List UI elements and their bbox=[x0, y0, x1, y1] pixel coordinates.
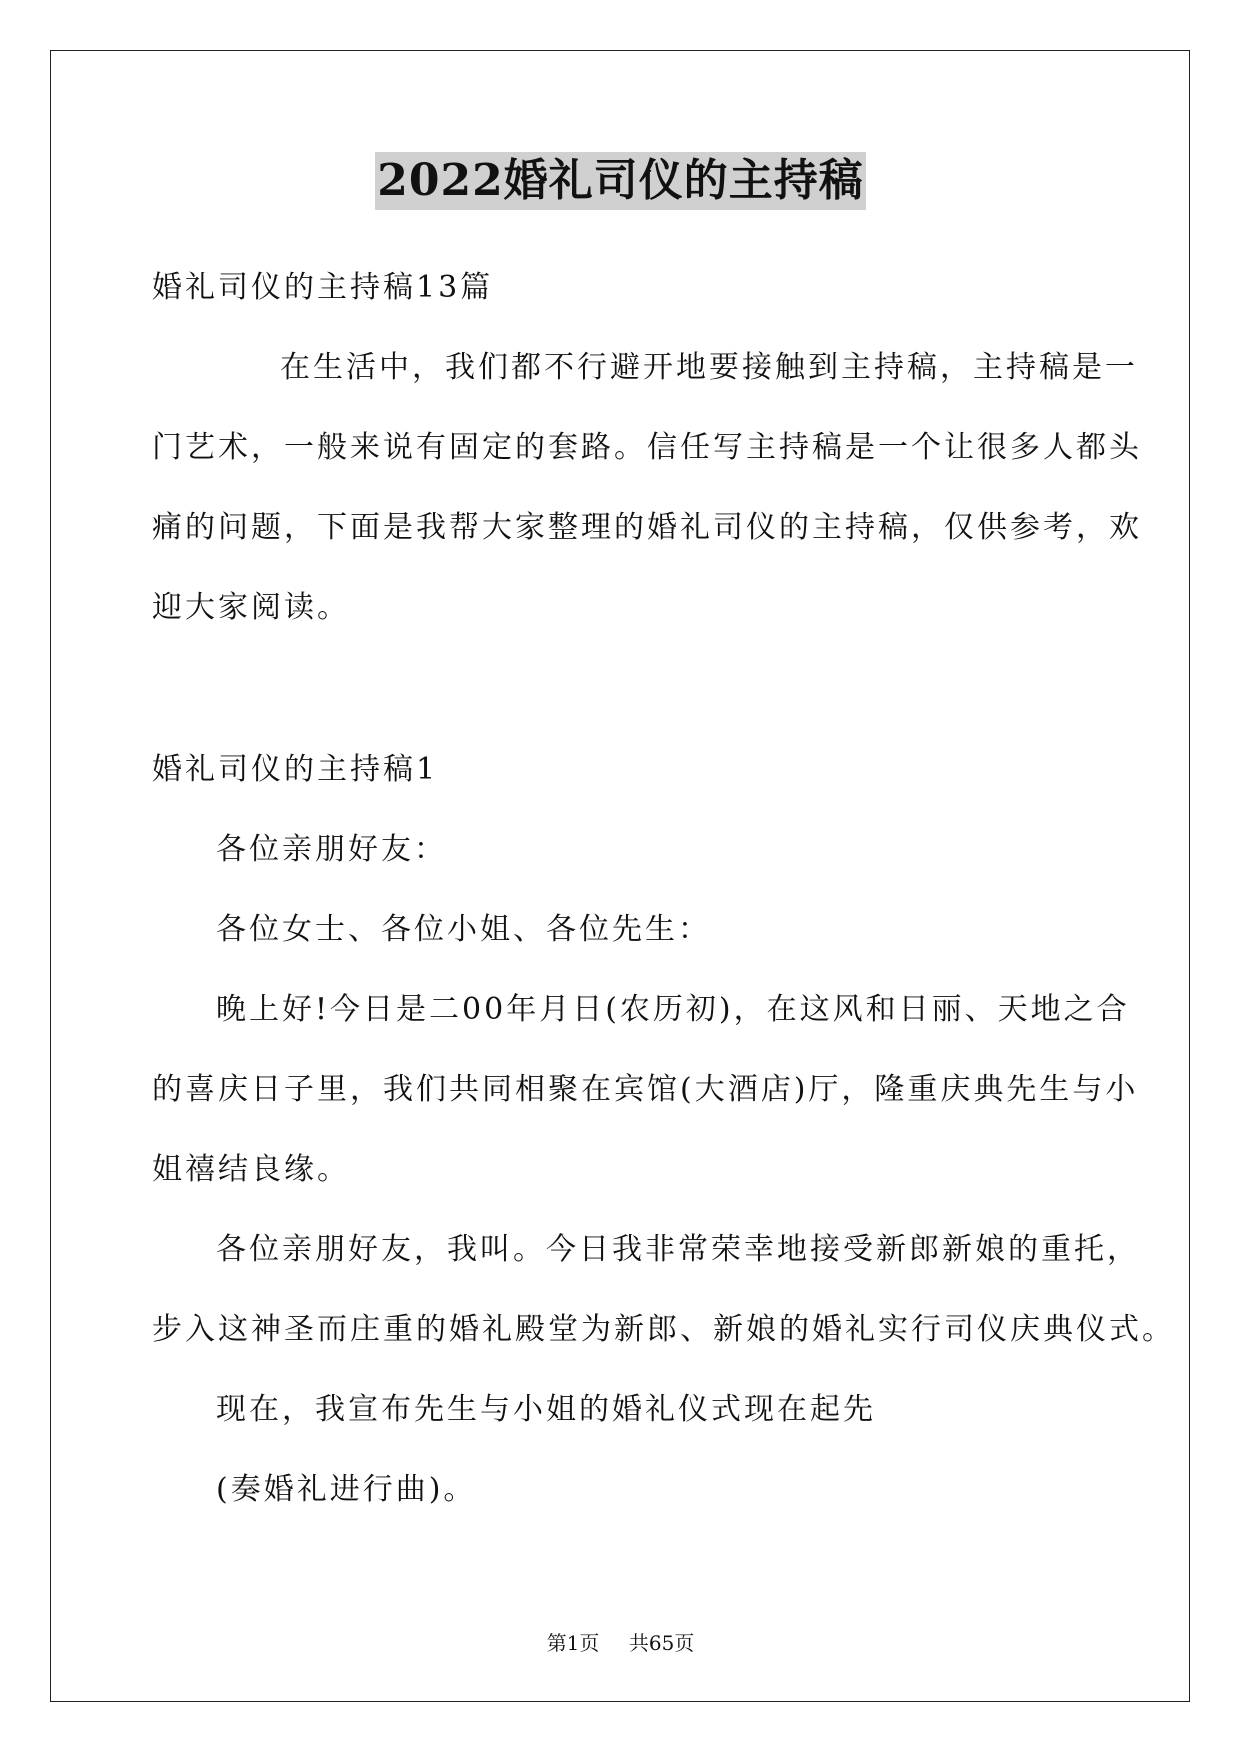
body-line-2: 各位女士、各位小姐、各位先生： bbox=[216, 912, 711, 947]
intro-line-4: 迎大家阅读。 bbox=[152, 590, 350, 625]
intro-line-3: 痛的问题，下面是我帮大家整理的婚礼司仪的主持稿，仅供参考，欢 bbox=[152, 510, 1142, 545]
intro-line-1: 在生活中，我们都不行避开地要接触到主持稿，主持稿是一 bbox=[280, 350, 1138, 385]
section-heading: 婚礼司仪的主持稿1 bbox=[152, 752, 439, 787]
body-line-7: 步入这神圣而庄重的婚礼殿堂为新郎、新娘的婚礼实行司仪庆典仪式。 bbox=[152, 1312, 1175, 1347]
body-line-9: (奏婚礼进行曲)。 bbox=[216, 1472, 477, 1507]
page-number: 第1页 bbox=[546, 1631, 600, 1655]
document-subtitle: 婚礼司仪的主持稿13篇 bbox=[152, 270, 494, 305]
page-total: 共65页 bbox=[628, 1631, 695, 1655]
body-line-6: 各位亲朋好友，我叫。今日我非常荣幸地接受新郎新娘的重托， bbox=[216, 1232, 1140, 1267]
body-line-4: 的喜庆日子里，我们共同相聚在宾馆(大酒店)厅，隆重庆典先生与小 bbox=[152, 1072, 1139, 1107]
document-title: 2022婚礼司仪的主持稿 bbox=[375, 152, 865, 210]
body-line-8: 现在，我宣布先生与小姐的婚礼仪式现在起先 bbox=[216, 1392, 876, 1427]
body-line-3: 晚上好!今日是二00年月日(农历初)，在这风和日丽、天地之合 bbox=[216, 992, 1130, 1027]
intro-line-2: 门艺术，一般来说有固定的套路。信任写主持稿是一个让很多人都头 bbox=[152, 430, 1142, 465]
body-line-1: 各位亲朋好友： bbox=[216, 832, 447, 867]
title-container bbox=[0, 152, 1241, 210]
body-line-5: 姐禧结良缘。 bbox=[152, 1152, 350, 1187]
page-footer bbox=[0, 1630, 1241, 1656]
